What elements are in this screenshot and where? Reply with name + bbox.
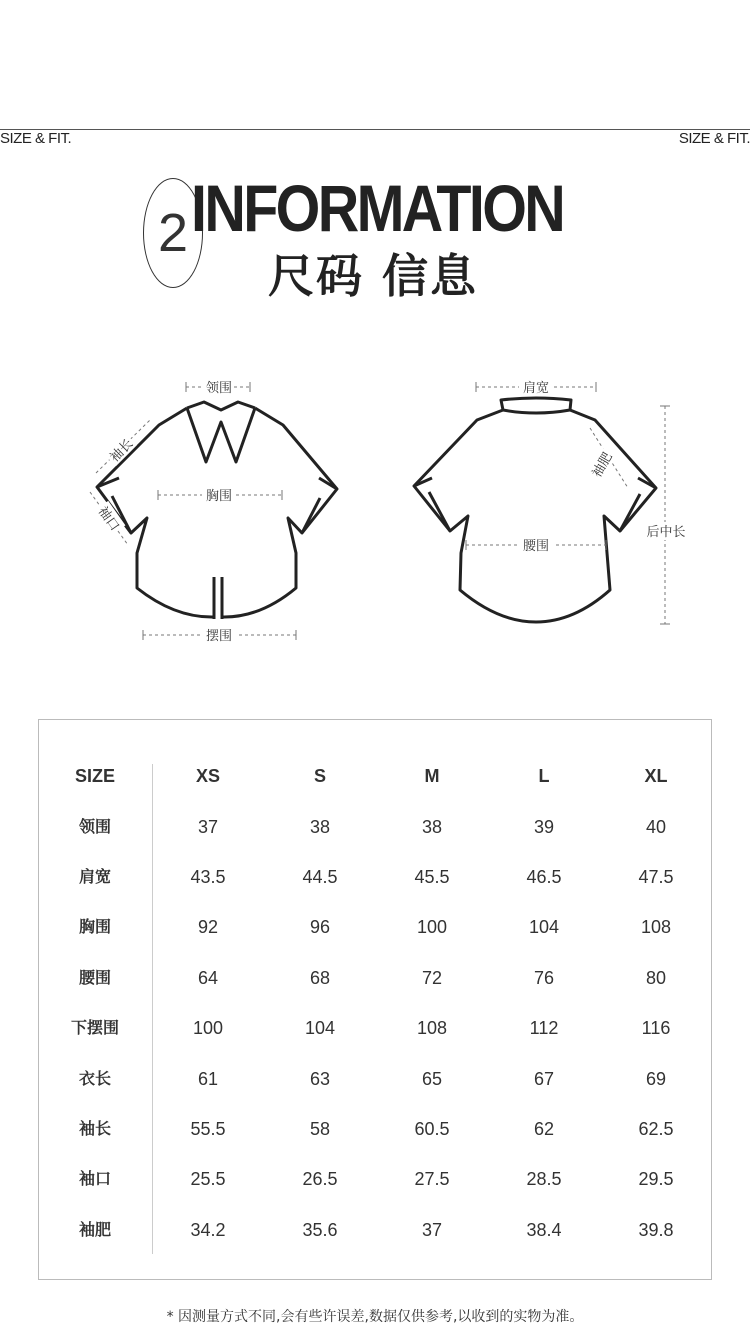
section-title-zh: 尺码 信息	[268, 249, 479, 303]
table-cell: 35.6	[302, 1220, 338, 1240]
table-cell: 108	[416, 1018, 448, 1038]
table-cell: 76	[533, 968, 555, 988]
table-cell: 37	[421, 1220, 443, 1240]
row-label: 肩宽	[78, 867, 111, 886]
label-sleeve-length: 袖长	[107, 436, 137, 466]
size-fit-label-right: SIZE & FIT.	[678, 130, 750, 147]
label-collar: 领围	[205, 381, 233, 396]
table-row	[39, 1064, 713, 1094]
table-row	[39, 862, 713, 892]
table-cell: 43.5	[190, 867, 226, 887]
table-cell: 62.5	[638, 1119, 674, 1139]
section-number: 2	[143, 178, 203, 288]
table-cell: 100	[192, 1018, 224, 1038]
label-sleeve-width: 袖肥	[589, 450, 616, 481]
table-cell: 65	[421, 1069, 443, 1089]
table-cell: 80	[645, 968, 667, 988]
table-row	[39, 1164, 713, 1194]
table-cell: 69	[645, 1069, 667, 1089]
table-cell: 64	[197, 968, 219, 988]
table-cell: 44.5	[302, 867, 338, 887]
top-divider	[0, 129, 750, 130]
table-cell: 104	[528, 917, 560, 937]
table-cell: 29.5	[638, 1169, 674, 1189]
row-label: 袖肥	[78, 1220, 111, 1239]
table-cell: 68	[309, 968, 331, 988]
table-cell: 47.5	[638, 867, 674, 887]
size-header-label: SIZE	[74, 766, 115, 786]
table-row	[39, 1215, 713, 1245]
back-shirt-illustration	[414, 398, 656, 622]
table-cell: 116	[641, 1018, 671, 1038]
table-cell: 39	[533, 817, 555, 837]
label-cuff: 袖口	[94, 504, 122, 535]
table-row	[39, 1013, 713, 1043]
table-cell: 40	[645, 817, 667, 837]
back-measure-ticks	[466, 382, 670, 624]
table-header-row	[39, 761, 713, 791]
table-cell: 28.5	[526, 1169, 562, 1189]
table-cell: 39.8	[638, 1220, 674, 1240]
size-col-header: S	[313, 766, 326, 786]
table-cell: 38.4	[526, 1220, 562, 1240]
size-col-header: L	[538, 766, 550, 786]
table-cell: 58	[309, 1119, 331, 1139]
table-cell: 27.5	[414, 1169, 450, 1189]
size-col-header: M	[424, 766, 440, 786]
table-cell: 104	[304, 1018, 336, 1038]
table-row	[39, 912, 713, 942]
size-fit-label-left: SIZE & FIT.	[0, 130, 72, 147]
table-cell: 63	[309, 1069, 331, 1089]
size-table	[38, 719, 712, 1280]
table-cell: 26.5	[302, 1169, 338, 1189]
table-cell: 45.5	[414, 867, 450, 887]
label-shoulder: 肩宽	[522, 381, 550, 396]
size-col-header: XS	[195, 766, 220, 786]
row-label: 胸围	[78, 917, 111, 936]
row-label: 袖长	[78, 1119, 111, 1138]
table-cell: 38	[421, 817, 443, 837]
table-cell: 61	[197, 1069, 219, 1089]
row-label: 下摆围	[70, 1018, 119, 1037]
table-cell: 38	[309, 817, 331, 837]
table-cell: 92	[197, 917, 219, 937]
row-label: 腰围	[78, 968, 111, 987]
table-row	[39, 1114, 713, 1144]
measurement-disclaimer: * 因测量方式不同,会有些许误差,数据仅供参考,以收到的实物为准。	[166, 1309, 584, 1325]
row-label: 衣长	[78, 1069, 111, 1088]
table-row	[39, 812, 713, 842]
table-cell: 72	[421, 968, 443, 988]
table-cell: 60.5	[414, 1119, 450, 1139]
table-cell: 55.5	[190, 1119, 226, 1139]
row-label: 领围	[78, 817, 111, 836]
label-back-length: 后中长	[646, 525, 686, 540]
table-cell: 34.2	[190, 1220, 226, 1240]
table-cell: 108	[640, 917, 672, 937]
size-col-header: XL	[644, 766, 668, 786]
table-cell: 37	[197, 817, 219, 837]
table-row	[39, 963, 713, 993]
table-cell: 67	[533, 1069, 555, 1089]
table-cell: 112	[529, 1018, 559, 1038]
table-cell: 62	[533, 1119, 555, 1139]
table-cell: 46.5	[526, 867, 562, 887]
label-waist: 腰围	[522, 539, 550, 554]
measurement-diagram	[0, 360, 750, 665]
label-hem: 摆围	[205, 629, 233, 644]
front-shirt-illustration	[94, 402, 337, 619]
label-chest: 胸围	[205, 489, 233, 504]
row-label: 袖口	[78, 1169, 111, 1188]
shirt-diagram-svg	[0, 360, 750, 660]
section-title-en: INFORMATION	[191, 171, 564, 245]
table-cell: 96	[309, 917, 331, 937]
table-cell: 100	[416, 917, 448, 937]
table-cell: 25.5	[190, 1169, 226, 1189]
